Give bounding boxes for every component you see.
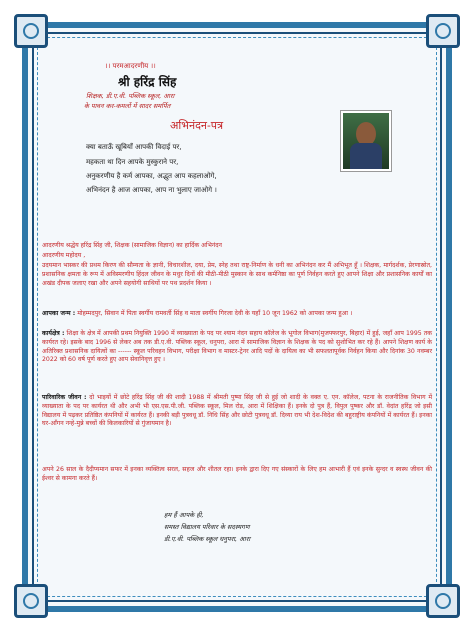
- salutation: आदरणीय महोदय ,: [42, 252, 86, 259]
- corner-ornament: [426, 14, 460, 48]
- birth-section: [42, 310, 432, 319]
- intro-heading: आदरणीय श्रद्धेय हरिंद्र सिंह जी, शिक्षक (सामाजिक विज्ञान) का हार्दिक अभिनंदन: [42, 242, 222, 249]
- corner-ornament: [14, 584, 48, 618]
- family-label: पारिवारिक जीवन :: [42, 394, 87, 401]
- dedication-line: के पावन कर-कमलों में सादर समर्पित: [84, 102, 171, 110]
- poem-line: क्या बताऊँ खूबियाँ आपकी विदाई पर,: [86, 143, 182, 151]
- poem-line: अनुकरणीय है कर्म आपका, अद्भुत आप कहलाओगे,: [86, 172, 217, 180]
- family-section: [42, 394, 432, 429]
- birth-label: आपका जन्म :: [42, 310, 76, 317]
- shirt-shape: [350, 143, 382, 169]
- corner-ornament: [14, 14, 48, 48]
- signature-line: डी.ए.वी. पब्लिक स्कूल धनुपरा, आरा: [164, 535, 251, 543]
- portrait-photo: [341, 111, 391, 171]
- poem-line: अभिनंदन है आज आपका, आप ना भुलाए जाओगे ।: [86, 186, 217, 194]
- intro-paragraph: उदयमान भास्कर की प्रथम किरण की सौम्यता के ज्ञानी, विचारशील, दया, प्रेम, स्नेह तथा राष्ट्र-निर्माण के धनी का अभिनंदन कर मैं अभिभूत हूँ । शिक्षक, मार्गदर्शक, प्रेरणास्रोत, प्रशासनिक क्षमता के रूप में अविस्मरणीय हिंदल जीवन के मधुर दिनों की मीठी-मीठी मुस्कान के साथ कर्मनिष्ठा का पूर्ण निर्वहन करते हुए आपने शिक्षा और प्रशासनिक कार्यों का अखंड दीपक जलाए रखा और अपने सहयोगी साथियों पर पथ प्रदर्शन किया ।: [42, 262, 432, 287]
- page-title: अभिनंदन-पत्र: [170, 119, 224, 132]
- greeting: ।। परमआदरणीय ।।: [105, 62, 156, 70]
- work-label: कार्यक्षेत्र :: [42, 330, 65, 337]
- work-section: [42, 330, 432, 365]
- signature-line: हम हैं आपके ही,: [164, 511, 204, 519]
- corner-ornament: [426, 584, 460, 618]
- signature-line: समस्त विद्यालय परिवार के सदस्यगण: [164, 523, 250, 531]
- work-text: शिक्षा के क्षेत्र में आपकी प्रथम नियुक्ति 1990 में व्याख्याता के पद पर श्याम नंदन सहाय कॉलेज के भूगोल विभाग(मुजफ्फरपुर, बिहार) में हुई, जहाँ आप 1995 तक कार्यरत रहे। इसके बाद 1996 से लेकर अब तक डी.ए.वी. पब्लिक स्कूल, धनुपरा, आरा में सामाजिक विज्ञान के शिक्षक के पद को सुशोभित कर रहे हैं। आपने शिक्षण कार्य के अतिरिक्त प्रशासनिक दायित्वों का ------ स्कूल परिवहन विभाग, परीक्षा विभाग व मास्टर-ट्रेनर आदि पदों के दायित्व का भी सफलतापूर्वक निर्वहन किया और दिनांक 30 नवम्बर 2022 को 60 वर्ष पूर्ण करते हुए आप सेवानिवृत्त हुए ।: [42, 330, 432, 364]
- birth-text: मोहम्मदपुर, सिवान में पिता स्वर्गीय रामवर्ती सिंह व माता स्वर्गीय गिरजा देवी के यहाँ 10 जून 1962 को आपका जन्म हुआ ।: [77, 310, 353, 317]
- closing-paragraph: अपने 26 साल के दैदीप्यमान सफर में इनका व्यक्तित्व सरल, सहज और शीतल रहा। इनके द्वारा दिए गए संस्कारों के लिए हम आभारी हैं एवं इनके सुन्दर व स्वस्थ जीवन की ईश्वर से कामना करते हैं।: [42, 466, 432, 482]
- poem-line: महकता था दिन आपके मुस्कुराने पर,: [86, 158, 179, 166]
- designation: शिक्षक, डी.ए.वी. पब्लिक स्कूल, आरा: [86, 92, 175, 100]
- honoree-name: श्री हरिंद्र सिंह: [118, 75, 177, 89]
- family-text: दो भाइयों में छोटे हरिंद्र सिंह जी की शादी 1988 में श्रीमती पुष्पा सिंह जी से हुई जो शादी के वक्त ए. एन. कॉलेज, पटना के राजनीतिक विभाग में व्याख्याता के पद पर कार्यरत थी और अभी भी एस.एस.पी.जी. पब्लिक स्कूल, मिल रोड, आरा में शिक्षिका हैं। इनके दो पुत्र हैं, विपुल पुष्कर और डॉ. वेदांत हरिंद्र जो इसी विद्यालय में पढ़कर प्रतिष्ठित कंपनियों में कार्यरत हैं। इनकी बड़ी पुत्रवधू डॉ. निधि सिंह और छोटी पुत्रवधू डॉ. दिव्या राय भी देश-विदेश की बहुराष्ट्रीय कंपनियों में कार्यरत हैं। इनका घर-आँगन नन्हे-मुन्ने बच्चों की किलकारियों से गुंजायमान है।: [42, 394, 433, 428]
